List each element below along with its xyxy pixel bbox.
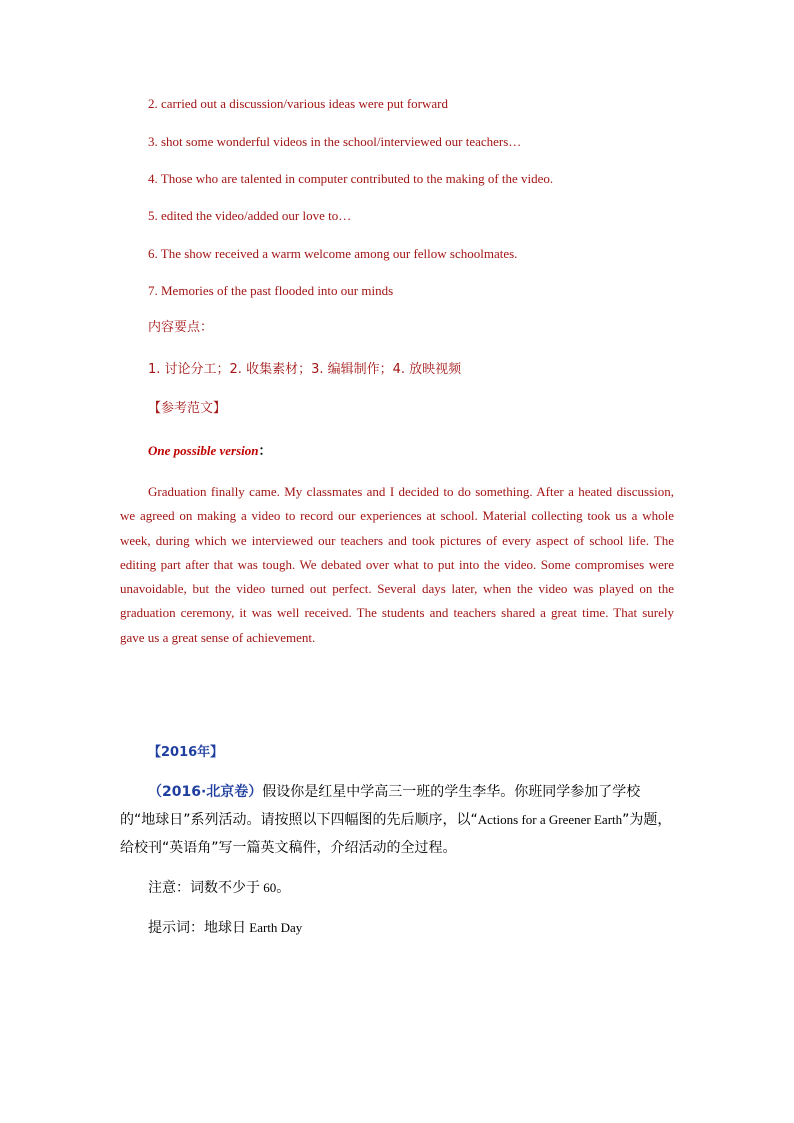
reference-essay: Graduation finally came. My classmates and I decided to do something. After a heated discussion, we agreed on making a video to record our experiences at school. Material collecting took us a whole week, during which we interviewed our teachers and took pictures of every aspect of school life. The editing part after that was tough. We debated over what to put into the video. Some compromises were unavoidable, but the video turned out perfect. Several days later, when the video was played on the graduation ceremony, it was well received. The students and teachers shared a great time. That surely gave us a great sense of achievement. [120, 484, 674, 645]
note-end: 。 [276, 880, 291, 896]
key-points-heading: 内容要点： [148, 320, 214, 335]
phrase-item: 3. shot some wonderful videos in the school/interviewed our teachers… [148, 134, 522, 149]
version-label: One possible version [148, 443, 259, 458]
hint-word: Earth Day [246, 920, 303, 935]
phrase-item: 6. The show received a warm welcome among our fellow schoolmates. [148, 246, 518, 261]
phrase-item: 4. Those who are talented in computer contributed to the making of the video. [148, 171, 554, 186]
reference-heading: 【参考范文】 [148, 401, 227, 416]
phrase-item: 5. edited the video/added our love to… [148, 208, 352, 223]
phrase-item: 7. Memories of the past flooded into our minds [148, 283, 394, 298]
task-title: Actions for a Greener Earth [477, 812, 623, 827]
section-2016-heading: 【2016年】 [148, 745, 224, 760]
phrase-item: 2. carried out a discussion/various ideas were put forward [148, 96, 448, 111]
task-text-part1: 假设你是红星中学高三一班的学生李华。你班同学参加了学校的“地球日”系列活动。请按照以下四幅图的先后顺序，以“ [120, 784, 641, 828]
word-count-note [148, 877, 290, 897]
hint-words [148, 917, 302, 937]
key-points-text: 1. 讨论分工；2. 收集素材；3. 编辑制作；4. 放映视频 [148, 362, 462, 377]
version-label-line [148, 443, 272, 459]
version-colon: ： [258, 443, 272, 458]
task-source: （2016·北京卷） [148, 784, 263, 800]
note-label: 注意：词数不少于 [148, 880, 260, 896]
note-count: 60 [260, 880, 277, 895]
hint-label: 提示词：地球日 [148, 920, 246, 936]
task-description [120, 778, 674, 862]
task-text-part2: ”为题，给校刊“英语角”写一篇英文稿件，介绍活动的全过程。 [120, 812, 672, 856]
